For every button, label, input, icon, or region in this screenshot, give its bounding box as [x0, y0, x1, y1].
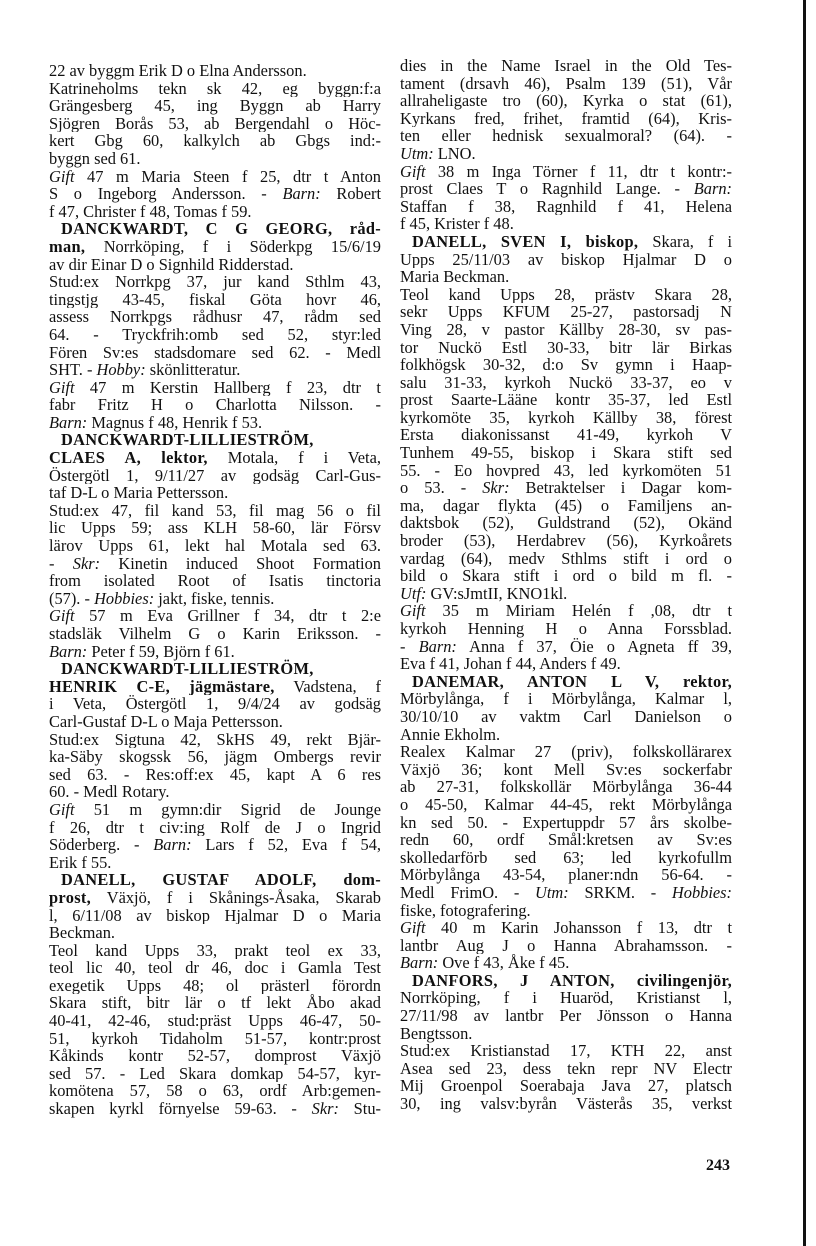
- text-line: kyrkomöte 35, kyrkoh Källby 38, förest: [400, 408, 732, 427]
- text-line: Ersta diakonissanst 41-49, kyrkoh V: [400, 426, 732, 445]
- text-line: fabr Fritz H o Charlotta Nilsson. -: [49, 396, 381, 414]
- text-line: Barn: Ove f 43, Åke f 45.: [400, 953, 570, 973]
- text-line: from isolated Root of Isatis tinctoria: [49, 572, 381, 590]
- text-line: teol lic 40, teol dr 46, doc i Gamla Test: [49, 959, 381, 977]
- text-line: man, Norrköping, f i Söderkpg 15/6/19: [49, 237, 381, 256]
- text-line: Fören Sv:es stadsdomare sed 62. - Medl: [49, 343, 381, 362]
- text-line: Norrköping, f i Huaröd, Kristianst l,: [400, 989, 732, 1008]
- text-line: stadsläk Vilhelm G o Karin Eriksson. -: [49, 625, 381, 643]
- text-line: Erik f 55.: [49, 852, 112, 872]
- text-line: Teol kand Upps 28, prästv Skara 28,: [400, 285, 732, 304]
- text-line: Annie Ekholm.: [400, 724, 501, 744]
- text-line: i Veta, Östergötl 1, 9/4/24 av godsäg: [49, 695, 381, 713]
- text-line: Utm: LNO.: [400, 143, 476, 163]
- text-line: Mörbylånga, f i Mörbylånga, Kalmar l,: [400, 690, 732, 708]
- text-line: - Skr: Kinetin induced Shoot Formation: [49, 554, 381, 573]
- text-line: vardag (64), medv Sthlms stift i ord o: [400, 549, 732, 568]
- text-line: S o Ingeborg Andersson. - Barn: Robert: [49, 185, 381, 203]
- text-line: lantbr Aug J o Hanna Abrahamsson. -: [400, 936, 732, 955]
- text-line: Gift 40 m Karin Johansson f 13, dtr t: [400, 919, 732, 937]
- text-line: Gift 57 m Eva Grillner f 34, dtr t 2:e: [49, 607, 381, 625]
- text-line: Upps 25/11/03 av biskop Hjalmar D o: [400, 250, 732, 269]
- text-line: tor Nuckö Estl 30-33, bitr lär Birkas: [400, 338, 732, 357]
- text-line: Stud:ex Sigtuna 42, SkHS 49, rekt Bjär-: [49, 730, 381, 749]
- text-line: Ving 28, v pastor Källby 28-30, sv pas-: [400, 320, 732, 339]
- text-line: lärov Upps 61, lekt hal Motala sed 63.: [49, 537, 381, 555]
- text-line: Asea sed 23, dess tekn repr NV Electr: [400, 1059, 732, 1078]
- text-line: fiske, fotografering.: [400, 900, 531, 920]
- text-line: bild o Skara stift i ord o bild m fl. -: [400, 567, 732, 585]
- text-line: l, 6/11/08 av biskop Hjalmar D o Maria: [49, 906, 381, 925]
- text-line: tingstjg 43-45, fiskal Göta hovr 46,: [49, 290, 381, 309]
- text-line: 40-41, 42-46, stud:präst Upps 46-47, 50-: [49, 1012, 381, 1030]
- text-line: sed 63. - Res:off:ex 45, kapt A 6 res: [49, 765, 381, 784]
- text-line: tament (drsavh 46), Psalm 139 (51), Vår: [400, 74, 732, 93]
- text-line: 30/10/10 av vaktm Carl Danielson o: [400, 707, 732, 726]
- text-line: redn 60, ordf Smål:kretsen av Sv:es: [400, 831, 732, 849]
- text-line: Stud:ex 47, fil kand 53, fil mag 56 o fil: [49, 501, 381, 520]
- text-line: Växjö 36; kont Mell Sv:es sockerfabr: [400, 760, 732, 779]
- text-line: DANEMAR, ANTON L V, rektor,: [412, 672, 732, 691]
- page-number: 243: [706, 1157, 730, 1174]
- text-line: Tunhem 49-55, biskop i Skara stift sed: [400, 444, 732, 462]
- text-line: allraheligaste tro (60), Kyrka o stat (61),: [400, 92, 732, 110]
- text-line: Medl FrimO. - Utm: SRKM. - Hobbies:: [400, 883, 732, 902]
- text-line: lic Upps 59; ass KLH 58-60, lär Försv: [49, 519, 381, 538]
- text-line: ka-Säby skogssk 56, jägm Ombergs revir: [49, 748, 381, 766]
- text-line: Gift 38 m Inga Törner f 11, dtr t kontr:-: [400, 162, 732, 181]
- text-line: kyrkoh Henning H o Anna Forssblad.: [400, 620, 732, 638]
- text-line: prost Saarte-Lääne kontr 35-37, led Estl: [400, 391, 732, 409]
- text-line: 60. - Medl Rotary.: [49, 782, 170, 802]
- text-line: DANFORS, J ANTON, civilingenjör,: [412, 971, 732, 990]
- text-line: daktsbok (52), Guldstrand (52), Okänd: [400, 514, 732, 533]
- text-line: Gift 35 m Miriam Helén f ,08, dtr t: [400, 602, 732, 620]
- text-line: ten eller hednisk sexualmoral? (64). -: [400, 127, 732, 145]
- text-line: assess Norrkpgs rådhusr 47, rådm sed: [49, 308, 381, 326]
- text-line: skapen kyrkl förnyelse 59-63. - Skr: Stu-: [49, 1100, 381, 1118]
- text-line: 55. - Eo hovpred 43, led kyrkomöten 51: [400, 461, 732, 480]
- text-line: f 26, dtr t civ:ing Rolf de J o Ingrid: [49, 818, 381, 837]
- text-line: ab 27-31, folkskollär Mörbylånga 36-44: [400, 778, 732, 796]
- text-line: Kyrkans fred, frihet, framtid (64), Kris-: [400, 109, 732, 128]
- text-line: Skara stift, bitr lär o tf lekt Åbo akad: [49, 994, 381, 1013]
- text-line: ma, dagar flykta (45) o Familjens an-: [400, 496, 732, 515]
- text-line: f 45, Krister f 48.: [400, 214, 514, 234]
- text-line: Carl-Gustaf D-L o Maja Pettersson.: [49, 711, 283, 731]
- text-line: broder (53), Herdabrev (56), Kyrkoårets: [400, 532, 732, 550]
- text-line: 51, kyrkoh Tidaholm 51-57, kontr:prost: [49, 1029, 381, 1048]
- text-line: prost Claes T o Ragnhild Lange. - Barn:: [400, 180, 732, 198]
- text-line: Gift 51 m gymn:dir Sigrid de Jounge: [49, 800, 381, 819]
- text-line: SHT. - Hobby: skönlitteratur.: [49, 360, 241, 380]
- text-line: Stud:ex Kristianstad 17, KTH 22, anst: [400, 1042, 732, 1060]
- text-line: Gift 47 m Kerstin Hallberg f 23, dtr t: [49, 378, 381, 397]
- text-line: - Barn: Anna f 37, Öie o Agneta ff 39,: [400, 637, 732, 656]
- left-column: [49, 62, 381, 1118]
- text-line: Stud:ex Norrkpg 37, jur kand Sthlm 43,: [49, 273, 381, 291]
- text-line: Sjögren Borås 53, ab Bergendahl o Höc-: [49, 114, 381, 133]
- text-line: 22 av byggm Erik D o Elna Andersson.: [49, 61, 307, 80]
- text-line: DANCKWARDT-LILLIESTRÖM,: [61, 659, 314, 679]
- text-line: CLAES A, lektor, Motala, f i Veta,: [49, 449, 381, 467]
- text-line: Eva f 41, Johan f 44, Anders f 49.: [400, 654, 621, 674]
- text-line: dies in the Name Israel in the Old Tes-: [400, 57, 732, 75]
- text-line: Barn: Peter f 59, Björn f 61.: [49, 641, 235, 661]
- text-line: (57). - Hobbies: jakt, fiske, tennis.: [49, 588, 275, 608]
- text-line: DANCKWARDT-LILLIESTRÖM,: [61, 430, 314, 450]
- text-line: sed 57. - Led Skara domkap 54-57, kyr-: [49, 1064, 381, 1083]
- text-line: Maria Beckman.: [400, 267, 510, 287]
- text-line: Teol kand Upps 33, prakt teol ex 33,: [49, 941, 381, 960]
- text-line: prost, Växjö, f i Skånings-Åsaka, Skarab: [49, 888, 381, 907]
- text-line: exegetik Upps 48; ol prästerl förordn: [49, 976, 381, 995]
- text-line: HENRIK C-E, jägmästare, Vadstena, f: [49, 677, 381, 696]
- text-line: Söderberg. - Barn: Lars f 52, Eva f 54,: [49, 836, 381, 854]
- text-line: Barn: Magnus f 48, Henrik f 53.: [49, 412, 263, 432]
- text-line: byggn sed 61.: [49, 148, 141, 168]
- text-line: 64. - Tryckfrih:omb sed 52, styr:led: [49, 325, 381, 344]
- text-line: Gift 47 m Maria Steen f 25, dtr t Anton: [49, 167, 381, 186]
- text-line: f 47, Christer f 48, Tomas f 59.: [49, 201, 252, 221]
- text-line: taf D-L o Maria Pettersson.: [49, 483, 229, 503]
- text-line: DANELL, GUSTAF ADOLF, dom-: [61, 871, 381, 889]
- text-line: sekr Upps KFUM 25-27, pastorsadj N: [400, 303, 732, 321]
- text-line: Mörbylånga 43-54, planer:ndn 56-64. -: [400, 866, 732, 884]
- text-line: Katrineholms tekn sk 42, eg byggn:f:a: [49, 79, 381, 98]
- text-line: Beckman.: [49, 923, 115, 943]
- text-line: folkhögsk 30-32, d:o Sv gymn i Haap-: [400, 356, 732, 374]
- text-line: Kåkinds kontr 52-57, domprost Växjö: [49, 1047, 381, 1065]
- text-line: o 53. - Skr: Betraktelser i Dagar kom-: [400, 479, 732, 497]
- text-line: Staffan f 38, Ragnhild f 41, Helena: [400, 197, 732, 216]
- text-line: kn sed 50. - Expertuppdr 57 års skolbe-: [400, 813, 732, 832]
- text-line: komötena 57, 58 o 63, ordf Arb:gemen-: [49, 1082, 381, 1101]
- text-line: DANCKWARDT, C G GEORG, råd-: [61, 220, 381, 238]
- text-line: Östergötl 1, 9/11/27 av godsäg Carl-Gus-: [49, 466, 381, 485]
- right-column: [400, 57, 732, 1113]
- text-line: o 45-50, Kalmar 44-45, rekt Mörbylånga: [400, 795, 732, 814]
- text-line: Bengtsson.: [400, 1023, 473, 1043]
- text-line: salu 31-33, kyrkoh Nuckö 33-37, eo v: [400, 373, 732, 392]
- text-line: kert Gbg 60, kalkylch ab Gbgs ind:-: [49, 132, 381, 150]
- text-line: Realex Kalmar 27 (priv), folkskollärarex: [400, 743, 732, 761]
- text-line: Grängesberg 45, ing Byggn ab Harry: [49, 97, 381, 115]
- text-line: 30, ing valsv:byrån Västerås 35, verkst: [400, 1095, 732, 1113]
- text-line: 27/11/98 av lantbr Per Jönsson o Hanna: [400, 1007, 732, 1025]
- text-line: DANELL, SVEN I, biskop, Skara, f i: [412, 232, 732, 251]
- text-line: skolledarförb sed 63; led kyrkofullm: [400, 848, 732, 867]
- text-line: Mij Groenpol Soerabaja Java 27, platsch: [400, 1077, 732, 1096]
- text-line: av dir Einar D o Signhild Ridderstad.: [49, 254, 294, 274]
- text-line: Utf: GV:sJmtII, KNO1kl.: [400, 583, 568, 603]
